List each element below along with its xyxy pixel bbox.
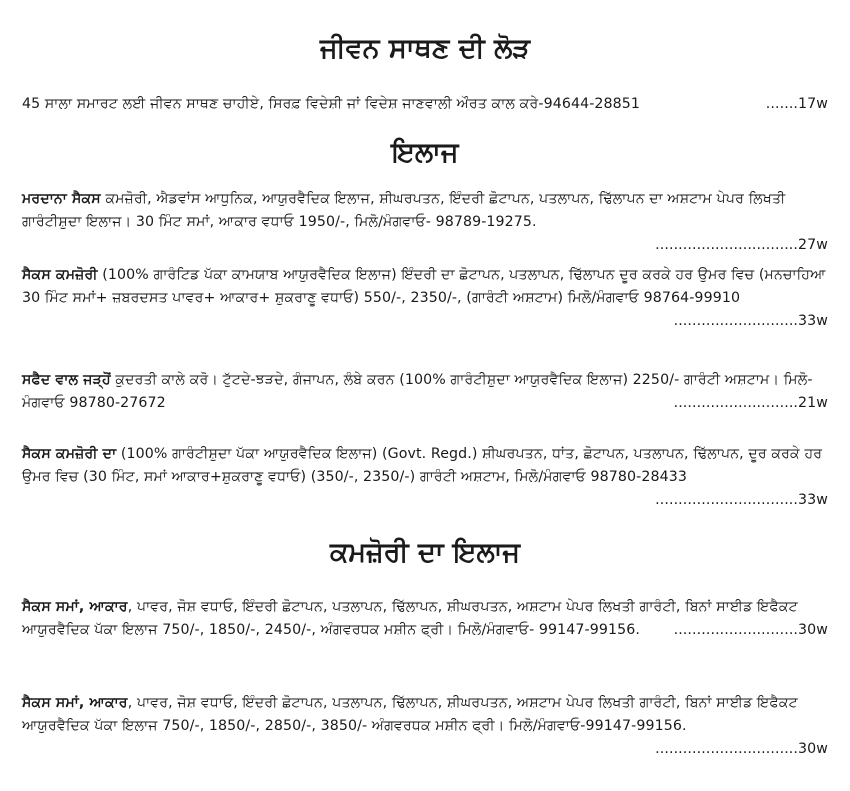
- ad-lead: ਸੈਕਸ ਕਮਜ਼ੋਰੀ ਦਾ: [22, 446, 117, 462]
- ad-treatment-1: [22, 188, 828, 257]
- ad-code: .......17w: [765, 96, 828, 112]
- section-heading-weakness: ਕਮਜ਼ੋਰੀ ਦਾ ਇਲਾਜ: [329, 537, 521, 568]
- ad-code: ...........................21w: [673, 395, 828, 411]
- section-heading-matrimonial: ਜੀਵਨ ਸਾਥਣ ਦੀ ਲੋੜ: [319, 33, 531, 64]
- ad-text: ਕਮਜ਼ੋਰੀ, ਐਡਵਾਂਸ ਆਧੁਨਿਕ, ਆਯੁਰਵੈਦਿਕ ਇਲਾਜ, ਸ਼ੀਘਰਪਤਨ, ਇੰਦਰੀ ਛੋਟਾਪਨ, ਪਤਲਾਪਨ, ਢਿੱਲਾਪਨ ਦਾ ਅਸ਼ਟਾਮ ਪੇਪਰ ਲਿਖਤੀ ਗਾਰੰਟੀਸ਼ੁਦਾ ਇਲਾਜ। 30 ਮਿੰਟ ਸਮਾਂ, ਆਕਾਰ ਵਧਾਓ 1950/-, ਮਿਲੋ/ਮੰਗਵਾਓ- 98789-19275.: [22, 191, 786, 230]
- ad-text: , ਪਾਵਰ, ਜੋਸ਼ ਵਧਾਓ, ਇੰਦਰੀ ਛੋਟਾਪਨ, ਪਤਲਾਪਨ, ਢਿੱਲਾਪਨ, ਸ਼ੀਘਰਪਤਨ, ਅਸ਼ਟਾਮ ਪੇਪਰ ਲਿਖਤੀ ਗਾਰੰਟੀ, ਬਿਨਾਂ ਸਾਈਡ ਇਫੈਕਟ ਆਯੁਰਵੈਦਿਕ ਪੱਕਾ ਇਲਾਜ 750/-, 1850/-, 2850/-, 3850/- ਅੰਗਵਰਧਕ ਮਸ਼ੀਨ ਫ੍ਰੀ। ਮਿਲੋ/ਮੰਗਵਾਓ-99147-99156.: [22, 695, 798, 734]
- ad-treatment-3: [22, 369, 828, 415]
- ad-text: (100% ਗਾਰੰਟੀਸ਼ੁਦਾ ਪੱਕਾ ਆਯੁਰਵੈਦਿਕ ਇਲਾਜ) (Govt. Regd.) ਸ਼ੀਘਰਪਤਨ, ਧਾਂਤ, ਛੋਟਾਪਨ, ਪਤਲਾਪਨ, ਢਿੱਲਾਪਨ, ਦੂਰ ਕਰਕੇ ਹਰ ਉਮਰ ਵਿਚ (30 ਮਿੰਟ, ਸਮਾਂ ਆਕਾਰ+ਸ਼ੁਕਰਾਣੂ ਵਧਾਓ) (350/-, 2350/-) ਗਾਰੰਟੀ ਅਸ਼ਟਾਮ, ਮਿਲੋ/ਮੰਗਵਾਓ 98780-28433: [22, 446, 823, 485]
- ad-text: (100% ਗਾਰੰਟਿਡ ਪੱਕਾ ਕਾਮਯਾਬ ਆਯੁਰਵੈਦਿਕ ਇਲਾਜ) ਇੰਦਰੀ ਦਾ ਛੋਟਾਪਨ, ਪਤਲਾਪਨ, ਢਿੱਲਾਪਨ ਦੂਰ ਕਰਕੇ ਹਰ ਉਮਰ ਵਿਚ (ਮਨਚਾਹਿਆ 30 ਮਿੰਟ ਸਮਾਂ+ ਜ਼ਬਰਦਸਤ ਪਾਵਰ+ ਆਕਾਰ+ ਸ਼ੁਕਰਾਣੂ ਵਧਾਓ) 550/-, 2350/-, (ਗਾਰੰਟੀ ਅਸ਼ਟਾਮ) ਮਿਲੋ/ਮੰਗਵਾਓ 98764-99910: [22, 267, 826, 306]
- ad-weakness-2: [22, 692, 828, 761]
- ad-text: 45 ਸਾਲਾ ਸਮਾਰਟ ਲਈ ਜੀਵਨ ਸਾਥਣ ਚਾਹੀਏ, ਸਿਰਫ਼ ਵਿਦੇਸ਼ੀ ਜਾਂ ਵਿਦੇਸ਼ ਜਾਣਵਾਲੀ ਔਰਤ ਕਾਲ ਕਰੇ-94644-28851: [22, 96, 641, 112]
- ad-lead: ਮਰਦਾਨਾ ਸੈਕਸ: [22, 191, 101, 207]
- ad-code: ...........................33w: [673, 313, 828, 329]
- ad-code: ...........................30w: [673, 622, 828, 638]
- ad-weakness-1: [22, 596, 828, 642]
- ad-text: , ਪਾਵਰ, ਜੋਸ਼ ਵਧਾਓ, ਇੰਦਰੀ ਛੋਟਾਪਨ, ਪਤਲਾਪਨ, ਢਿੱਲਾਪਨ, ਸ਼ੀਘਰਪਤਨ, ਅਸ਼ਟਾਮ ਪੇਪਰ ਲਿਖਤੀ ਗਾਰੰਟੀ, ਬਿਨਾਂ ਸਾਈਡ ਇਫੈਕਟ ਆਯੁਰਵੈਦਿਕ ਪੱਕਾ ਇਲਾਜ 750/-, 1850/-, 2450/-, ਅੰਗਵਰਧਕ ਮਸ਼ੀਨ ਫ੍ਰੀ। ਮਿਲੋ/ਮੰਗਵਾਓ- 99147-99156.: [22, 599, 798, 638]
- ad-lead: ਸਫੈਦ ਵਾਲ ਜੜ੍ਹੋਂ: [22, 372, 111, 388]
- ad-lead: ਸੈਕਸ ਸਮਾਂ, ਆਕਾਰ: [22, 695, 128, 711]
- ad-text: ਕੁਦਰਤੀ ਕਾਲੇ ਕਰੋ। ਟੁੱਟਦੇ-ਝੜਦੇ, ਗੰਜਾਪਨ, ਲੰਬੇ ਕਰਨ (100% ਗਾਰੰਟੀਸ਼ੁਦਾ ਆਯੁਰਵੈਦਿਕ ਇਲਾਜ) 2250/- ਗਾਰੰਟੀ ਅਸ਼ਟਾਮ। ਮਿਲੋ-ਮੰਗਵਾਓ 98780-27672: [22, 372, 813, 411]
- ad-lead: ਸੈਕਸ ਕਮਜ਼ੋਰੀ: [22, 267, 98, 283]
- ad-treatment-2: [22, 264, 828, 333]
- ad-code: ...............................27w: [655, 237, 828, 253]
- ad-lead: ਸੈਕਸ ਸਮਾਂ, ਆਕਾਰ: [22, 599, 128, 615]
- ad-code: ...............................30w: [655, 741, 828, 757]
- ad-code: ...............................33w: [655, 492, 828, 508]
- ad-treatment-4: [22, 443, 828, 512]
- section-heading-treatment: ਇਲਾਜ: [391, 137, 459, 168]
- ad-matrimonial-1: [22, 93, 828, 116]
